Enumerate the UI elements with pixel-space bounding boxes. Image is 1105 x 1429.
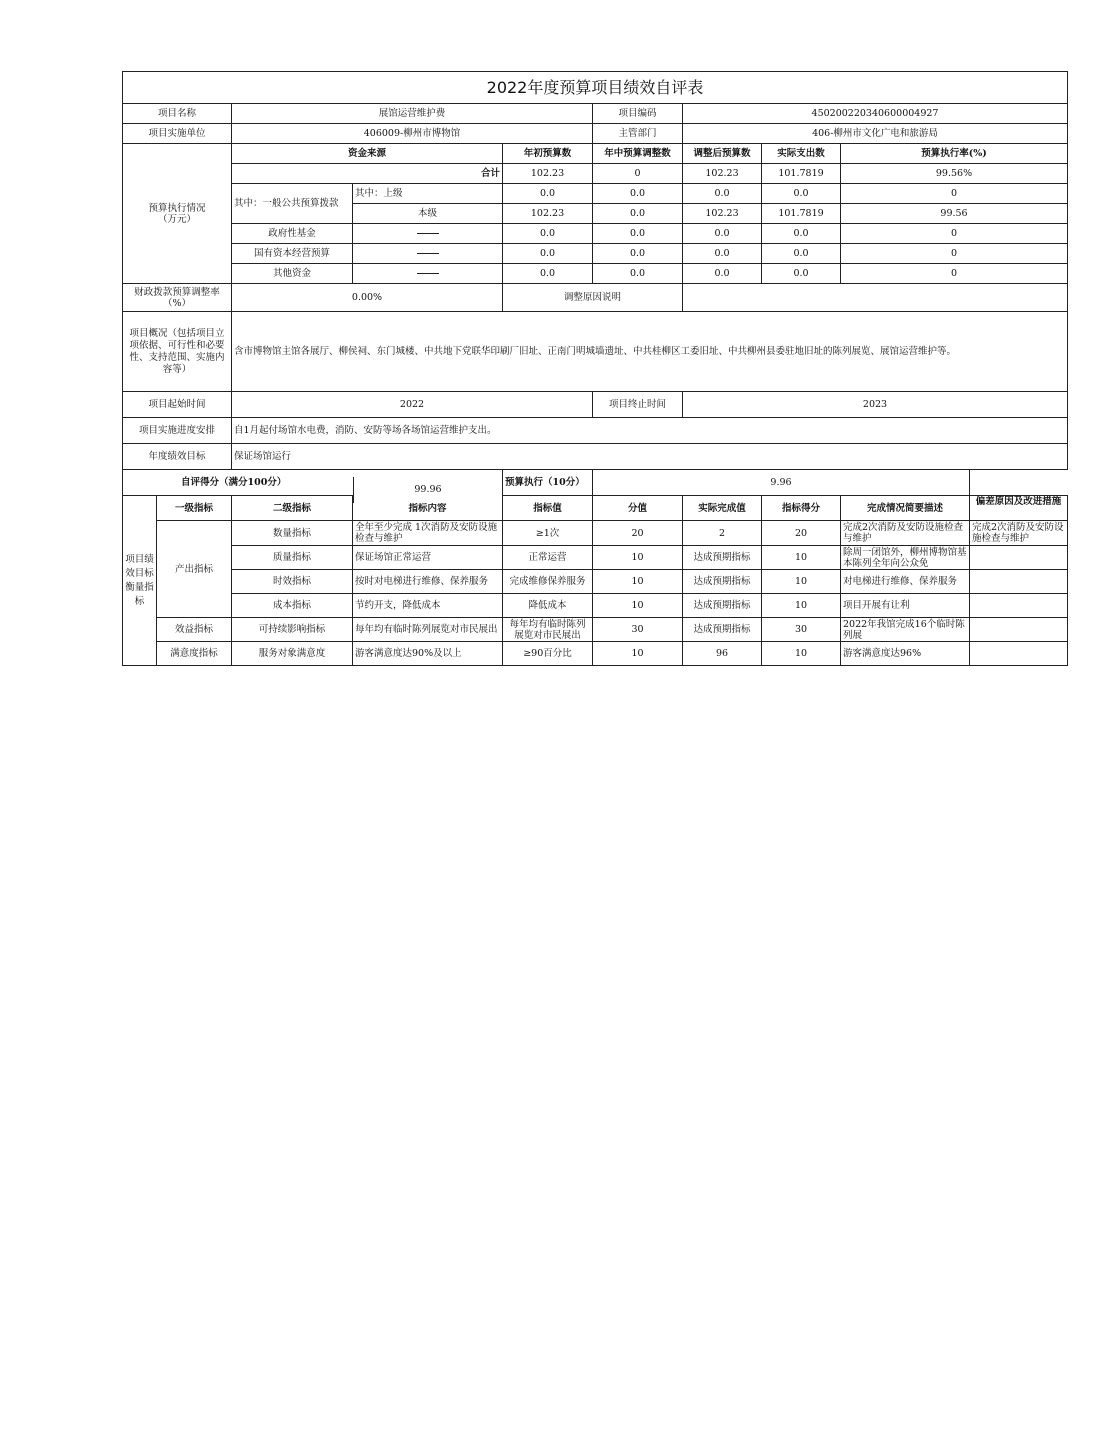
ind-header-target: 指标值 [503, 496, 593, 521]
progress-label: 项目实施进度安排 [123, 418, 232, 444]
self-score-value-display: 99.96 [353, 477, 503, 503]
table-row-desc: 完成2次消防及安防设施检查与维护 [841, 521, 970, 546]
project-name-label: 项目名称 [123, 104, 232, 124]
table-row-weight: 10 [593, 570, 683, 594]
other-fund-rate: 0 [841, 264, 1068, 284]
other-fund-label: 其他资金 [232, 264, 353, 284]
total-label: 合计 [232, 164, 503, 184]
total-adjusted: 102.23 [683, 164, 762, 184]
gov-fund-dash [353, 224, 503, 244]
table-row-desc: 项目开展有让利 [841, 594, 970, 618]
table-row-desc: 2022年我馆完成16个临时陈列展 [841, 618, 970, 642]
state-capital-adjusted: 0.0 [683, 244, 762, 264]
start-label: 项目起始时间 [123, 392, 232, 418]
table-row-level2: 服务对象满意度 [232, 642, 353, 666]
table-row-actual: 96 [683, 642, 762, 666]
table-row-target: 每年均有临时陈列展览对市民展出 [503, 618, 593, 642]
table-row-target: 正常运营 [503, 546, 593, 570]
ind-header-desc: 完成情况简要描述 [841, 496, 970, 521]
table-row-content: 按时对电梯进行维修、保养服务 [353, 570, 503, 594]
state-capital-adjust: 0.0 [593, 244, 683, 264]
adjust-reason [683, 284, 1068, 312]
gov-fund-rate: 0 [841, 224, 1068, 244]
project-code: 450200220340600004927 [683, 104, 1068, 124]
table-row-actual: 达成预期指标 [683, 570, 762, 594]
table-row-content: 每年均有临时陈列展览对市民展出 [353, 618, 503, 642]
table-row-score: 20 [762, 521, 841, 546]
goal-text: 保证场馆运行 [232, 444, 1068, 470]
table-row-level2: 时效指标 [232, 570, 353, 594]
impl-unit-label: 项目实施单位 [123, 124, 232, 144]
adjust-rate-label: 财政拨款预算调整率（%） [123, 284, 232, 312]
table-row-weight: 10 [593, 594, 683, 618]
table-row-content: 节约开支，降低成本 [353, 594, 503, 618]
state-capital-initial: 0.0 [503, 244, 593, 264]
ind-header-weight: 分值 [593, 496, 683, 521]
gov-fund-adjusted: 0.0 [683, 224, 762, 244]
total-actual: 101.7819 [762, 164, 841, 184]
local-label: 本级 [353, 204, 503, 224]
other-fund-adjust: 0.0 [593, 264, 683, 284]
adjust-rate-value: 0.00% [232, 284, 503, 312]
table-row-deviation [970, 546, 1068, 570]
state-capital-actual: 0.0 [762, 244, 841, 264]
table-row-score: 10 [762, 642, 841, 666]
table-row-target: 降低成本 [503, 594, 593, 618]
goal-label: 年度绩效目标 [123, 444, 232, 470]
local-actual: 101.7819 [762, 204, 841, 224]
upper-label: 其中：上级 [353, 184, 503, 204]
project-code-label: 项目编码 [593, 104, 683, 124]
other-fund-initial: 0.0 [503, 264, 593, 284]
dept: 406-柳州市文化广电和旅游局 [683, 124, 1068, 144]
progress-text: 自1月起付场馆水电费，消防、安防等场各场馆运营维护支出。 [232, 418, 1068, 444]
table-row-deviation [970, 594, 1068, 618]
other-fund-dash [353, 264, 503, 284]
table-row-target: 完成维修保养服务 [503, 570, 593, 594]
table-row-desc: 游客满意度达96% [841, 642, 970, 666]
table-row-score: 10 [762, 594, 841, 618]
page-title: 2022年度预算项目绩效自评表 [123, 72, 1068, 104]
table-row-weight: 30 [593, 618, 683, 642]
budget-header-initial: 年初预算数 [503, 144, 593, 164]
other-fund-adjusted: 0.0 [683, 264, 762, 284]
indicator-side-label: 项目绩效目标衡量指标 [123, 496, 157, 666]
table-row-content: 全年至少完成 1次消防及安防设施检查与维护 [353, 521, 503, 546]
table-row-deviation [970, 570, 1068, 594]
ind-header-deviation: 偏差原因及改进措施 [970, 496, 1068, 521]
table-row-desc: 除周一闭馆外，柳州博物馆基本陈列全年向公众免 [841, 546, 970, 570]
upper-adjusted: 0.0 [683, 184, 762, 204]
upper-initial: 0.0 [503, 184, 593, 204]
table-row-level2: 成本指标 [232, 594, 353, 618]
table-row-actual: 2 [683, 521, 762, 546]
table-row-weight: 20 [593, 521, 683, 546]
end-year: 2023 [683, 392, 1068, 418]
upper-actual: 0.0 [762, 184, 841, 204]
total-initial: 102.23 [503, 164, 593, 184]
adjust-reason-label: 调整原因说明 [503, 284, 683, 312]
table-row-score: 10 [762, 570, 841, 594]
performance-table [122, 71, 1068, 666]
state-capital-label: 国有资本经营预算 [232, 244, 353, 264]
table-row-score: 30 [762, 618, 841, 642]
gov-fund-label: 政府性基金 [232, 224, 353, 244]
table-row-level2: 质量指标 [232, 546, 353, 570]
gov-fund-actual: 0.0 [762, 224, 841, 244]
output-indicator-label: 产出指标 [157, 521, 232, 618]
upper-adjust: 0.0 [593, 184, 683, 204]
budget-header-rate: 预算执行率(%) [841, 144, 1068, 164]
overview-text: 含市博物馆主馆各展厅、柳侯祠、东门城楼、中共地下党联华印刷厂旧址、正南门明城墙遗址、中共桂柳区工委旧址、中共柳州县委驻地旧址的陈列展览、展馆运营维护等。 [232, 312, 1068, 392]
other-fund-actual: 0.0 [762, 264, 841, 284]
benefit-indicator-label: 效益指标 [157, 618, 232, 642]
ind-header-actual: 实际完成值 [683, 496, 762, 521]
table-row-content: 保证场馆正常运营 [353, 546, 503, 570]
table-row-level2: 可持续影响指标 [232, 618, 353, 642]
impl-unit: 406009-柳州市博物馆 [232, 124, 593, 144]
self-score-label: 自评得分（满分100分） [123, 470, 503, 496]
start-year: 2022 [232, 392, 593, 418]
ind-header-level1: 一级指标 [157, 496, 232, 521]
gov-fund-adjust: 0.0 [593, 224, 683, 244]
local-adjust: 0.0 [593, 204, 683, 224]
table-row-content: 游客满意度达90%及以上 [353, 642, 503, 666]
table-row-deviation: 完成2次消防及安防设施检查与维护 [970, 521, 1068, 546]
table-row-score: 10 [762, 546, 841, 570]
table-row-level2: 数量指标 [232, 521, 353, 546]
budget-header-source: 资金来源 [232, 144, 503, 164]
state-capital-dash [353, 244, 503, 264]
state-capital-rate: 0 [841, 244, 1068, 264]
table-row-deviation [970, 618, 1068, 642]
table-row-target: ≥90百分比 [503, 642, 593, 666]
end-label: 项目终止时间 [593, 392, 683, 418]
general-budget-label: 其中：一般公共预算拨款 [232, 184, 353, 224]
ind-header-content: 指标内容 [353, 496, 503, 521]
ind-header-score: 指标得分 [762, 496, 841, 521]
gov-fund-initial: 0.0 [503, 224, 593, 244]
ind-header-level2: 二级指标 [232, 496, 353, 521]
local-initial: 102.23 [503, 204, 593, 224]
table-row-weight: 10 [593, 546, 683, 570]
project-name: 展馆运营维护费 [232, 104, 593, 124]
overview-label: 项目概况（包括项目立项依据、可行性和必要性、支持范围、实施内容等） [123, 312, 232, 392]
budget-header-adjusted: 调整后预算数 [683, 144, 762, 164]
budget-section-label: 预算执行情况（万元） [123, 144, 232, 284]
exec-score-label: 预算执行（10分） [503, 470, 593, 496]
dept-label: 主管部门 [593, 124, 683, 144]
table-row-weight: 10 [593, 642, 683, 666]
budget-header-adjust: 年中预算调整数 [593, 144, 683, 164]
table-row-desc: 对电梯进行维修、保养服务 [841, 570, 970, 594]
budget-header-actual: 实际支出数 [762, 144, 841, 164]
table-row-target: ≥1次 [503, 521, 593, 546]
exec-score-value: 9.96 [593, 470, 970, 496]
total-adjust: 0 [593, 164, 683, 184]
total-rate: 99.56% [841, 164, 1068, 184]
local-rate: 99.56 [841, 204, 1068, 224]
table-row-actual: 达成预期指标 [683, 594, 762, 618]
upper-rate: 0 [841, 184, 1068, 204]
table-row-actual: 达成预期指标 [683, 618, 762, 642]
table-row-actual: 达成预期指标 [683, 546, 762, 570]
local-adjusted: 102.23 [683, 204, 762, 224]
table-row-deviation [970, 642, 1068, 666]
satisfaction-indicator-label: 满意度指标 [157, 642, 232, 666]
